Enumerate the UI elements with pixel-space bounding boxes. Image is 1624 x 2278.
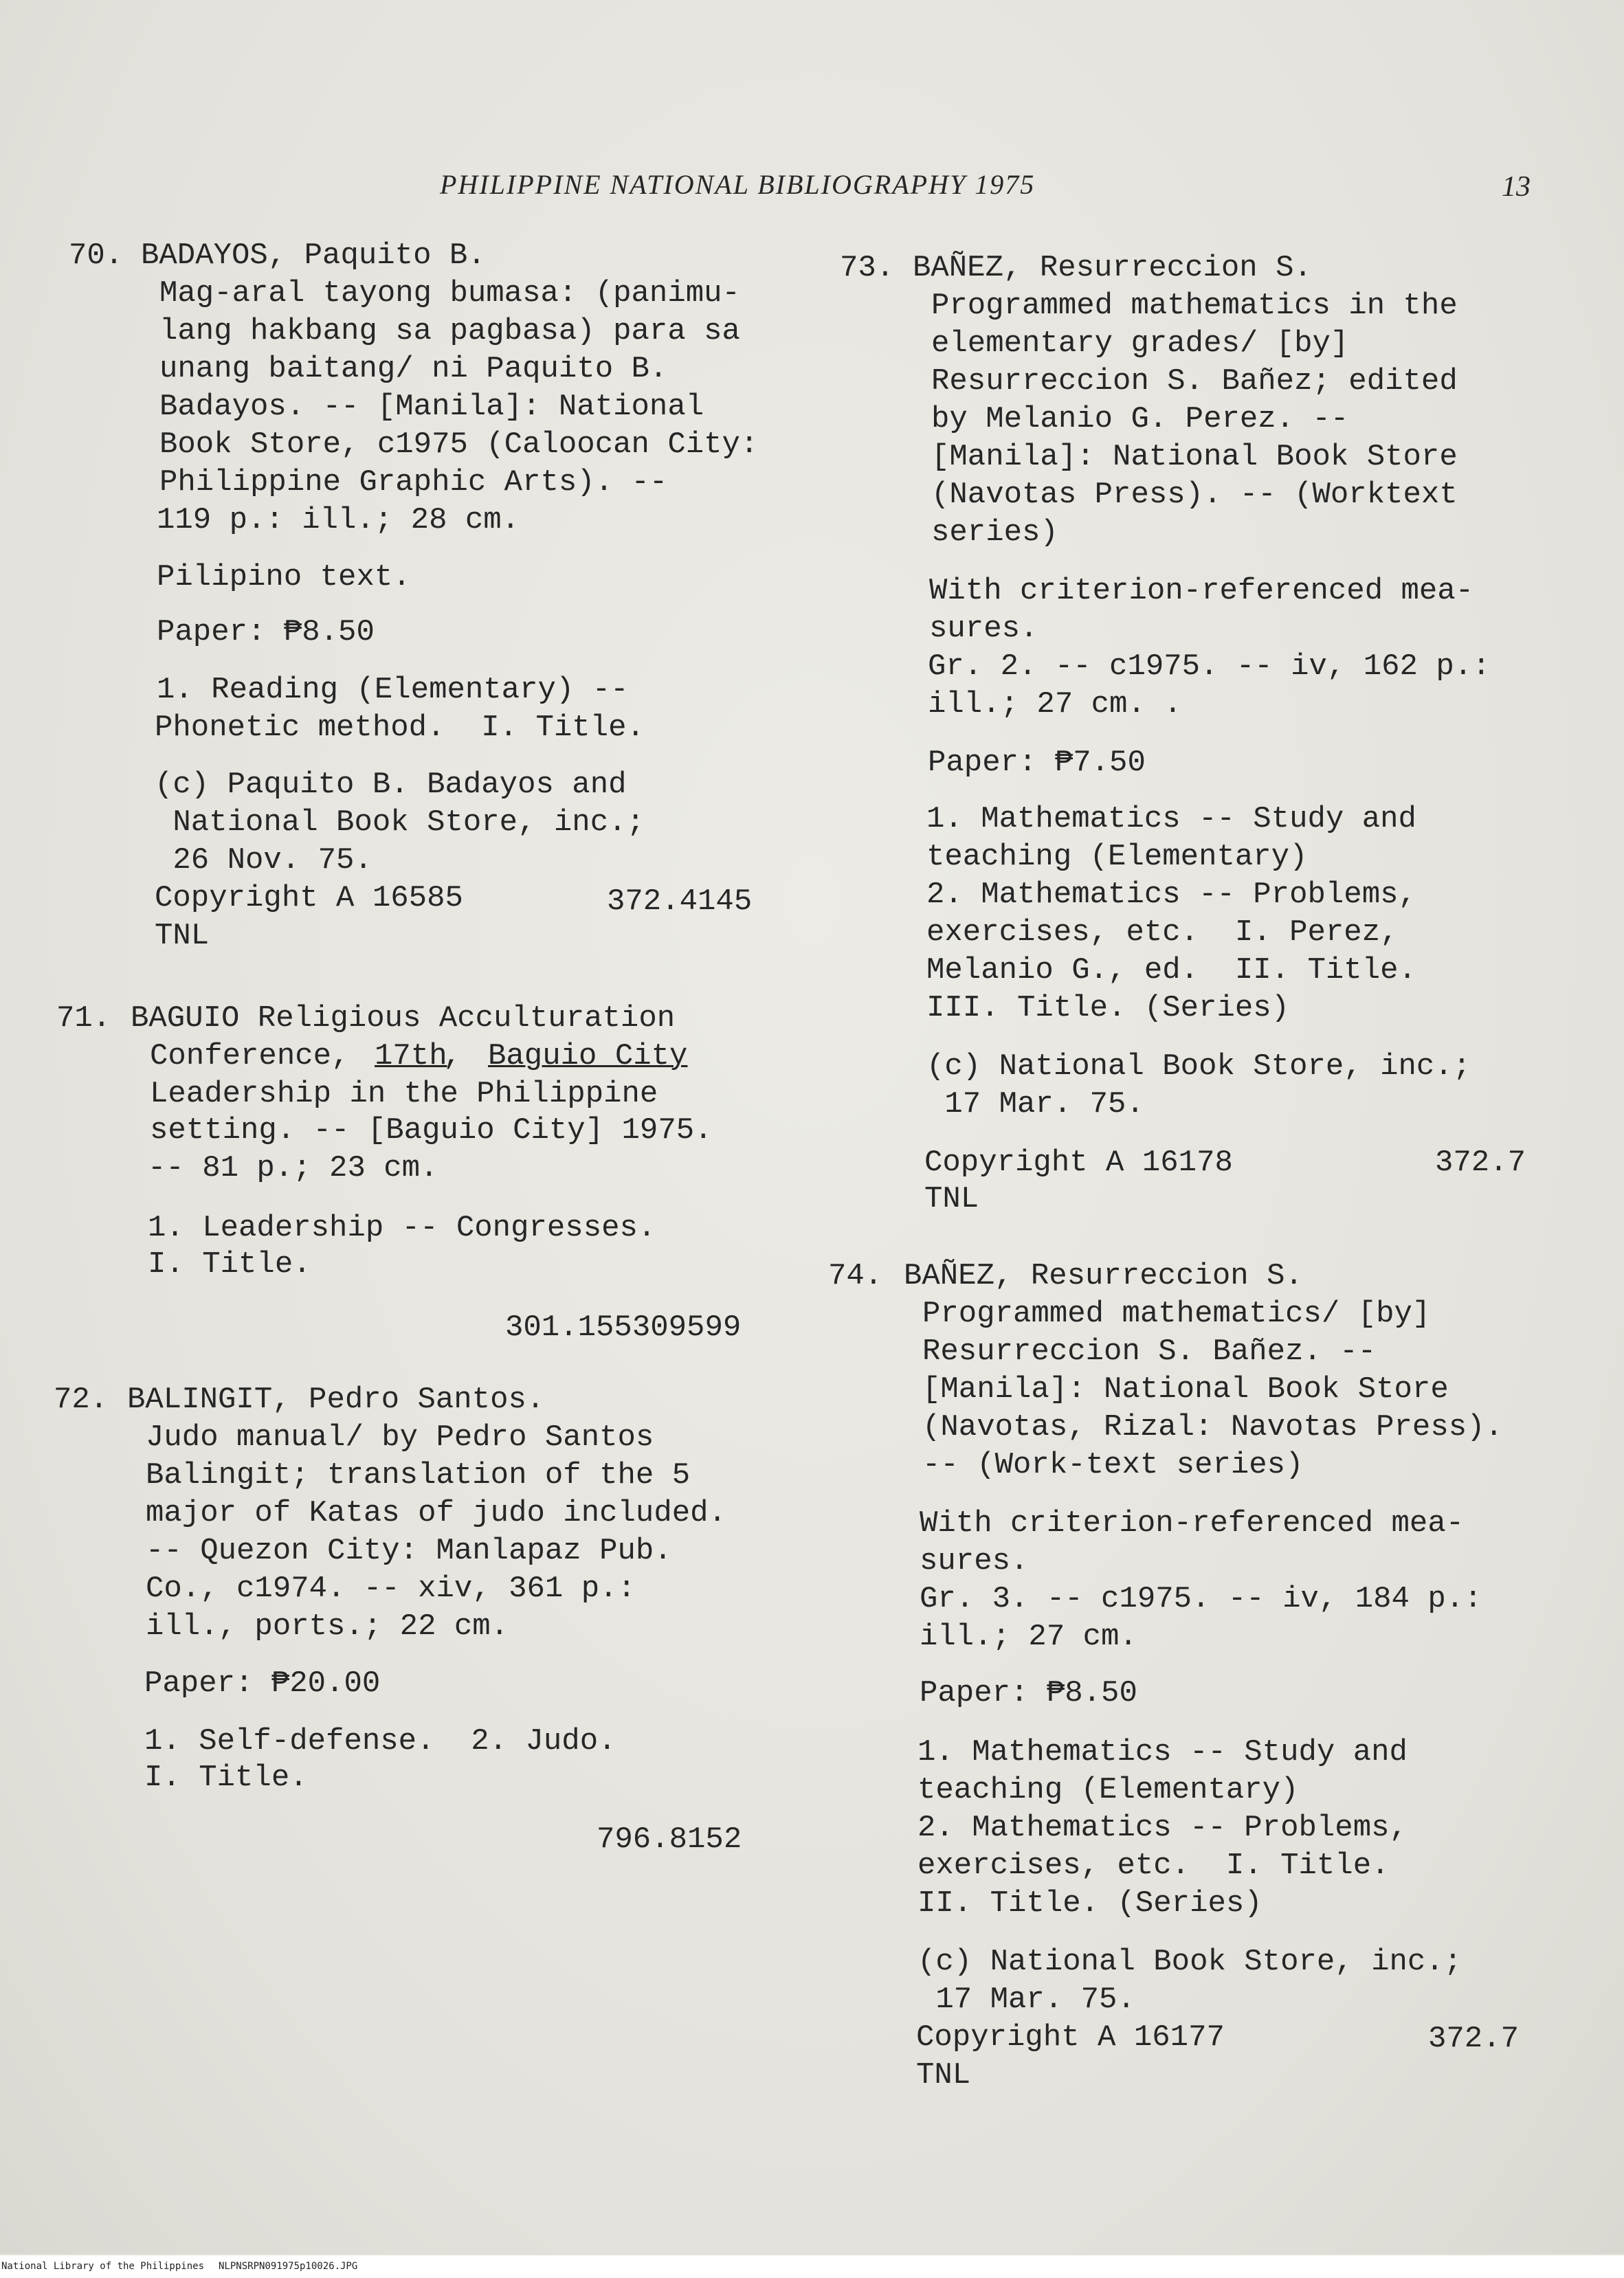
entry-line: elementary grades/ [by] [931, 326, 1349, 361]
entry-price: Paper: ₱8.50 [920, 1676, 1137, 1710]
entry-line: series) [931, 515, 1058, 550]
entry-line: major of Katas of judo included. [146, 1496, 726, 1530]
entry-subject: 2. Mathematics -- Problems, [917, 1811, 1408, 1845]
call-number: 796.8152 [597, 1822, 742, 1857]
page-number: 13 [1502, 171, 1531, 203]
entry-line: Programmed mathematics/ [by] [922, 1297, 1431, 1331]
footer-filename: NLPNSRPN091975p10026.JPG [219, 2261, 358, 2272]
entry-line: [Manila]: National Book Store [931, 440, 1458, 474]
entry-line: ill.; 27 cm. [920, 1620, 1137, 1654]
entry-line: Book Store, c1975 (Caloocan City: [159, 427, 759, 462]
entry-line: -- 81 p.; 23 cm. [148, 1151, 438, 1185]
entry-line: Gr. 3. -- c1975. -- iv, 184 p.: [920, 1582, 1482, 1616]
entry-line: by Melanio G. Perez. -- [931, 402, 1349, 436]
entry-note: Pilipino text. [157, 560, 411, 594]
entry-line: Conference, [150, 1039, 368, 1073]
entry-line: -- (Work-text series) [922, 1448, 1304, 1482]
entry-copyright-number: Copyright A 16178 [924, 1146, 1233, 1180]
entry-line: ill., ports.; 22 cm. [146, 1609, 509, 1644]
entry-line: (Navotas Press). -- (Worktext [931, 478, 1458, 512]
entry-note: sures. [920, 1544, 1029, 1578]
entry-line: [Manila]: National Book Store [922, 1372, 1449, 1407]
entry-heading: BALINGIT, Pedro Santos. [127, 1383, 545, 1417]
call-number: 301.155309599 [505, 1310, 742, 1345]
entry-subject: exercises, etc. I. Title. [917, 1849, 1390, 1883]
entry-line: 119 p.: ill.; 28 cm. [157, 503, 520, 537]
entry-heading: BAÑEZ, Resurreccion S. [904, 1259, 1303, 1293]
entry-copyright: 17 Mar. 75. [917, 1983, 1135, 2017]
entry-number: 71. [56, 1001, 111, 1036]
entry-number: 74. [828, 1259, 883, 1293]
footer-source: National Library of the Philippines [1, 2261, 205, 2272]
entry-subject: Phonetic method. I. Title. [155, 711, 645, 745]
entry-line: Gr. 2. -- c1975. -- iv, 162 p.: [928, 649, 1491, 684]
entry-line-underlined: Baguio City [488, 1039, 688, 1073]
entry-line: Philippine Graphic Arts). -- [159, 465, 668, 500]
entry-line-underlined: 17th [375, 1039, 447, 1073]
entry-number: 72. [54, 1383, 109, 1417]
entry-subject: 2. Mathematics -- Problems, [926, 878, 1416, 912]
entry-line: Leadership in the Philippine [150, 1077, 658, 1111]
entry-subject: II. Title. (Series) [917, 1886, 1263, 1921]
entry-line: Badayos. -- [Manila]: National [159, 390, 704, 424]
entry-line: Balingit; translation of the 5 [146, 1458, 691, 1493]
entry-copyright: (c) National Book Store, inc.; [926, 1049, 1471, 1084]
entry-line: setting. -- [Baguio City] 1975. [150, 1113, 713, 1148]
entry-line: Resurreccion S. Bañez. -- [922, 1335, 1377, 1369]
entry-line: Resurreccion S. Bañez; edited [931, 364, 1458, 399]
entry-copyright: 17 Mar. 75. [926, 1087, 1144, 1121]
entry-note: With criterion-referenced mea- [920, 1506, 1465, 1541]
entry-line: Judo manual/ by Pedro Santos [146, 1420, 654, 1455]
entry-line: ill.; 27 cm. . [928, 687, 1182, 722]
entry-line: lang hakbang sa pagbasa) para sa [159, 314, 740, 348]
entry-library-code: TNL [155, 919, 210, 953]
entry-number: 73. [840, 251, 895, 285]
entry-price: Paper: ₱7.50 [928, 746, 1146, 780]
entry-note: With criterion-referenced mea- [929, 574, 1474, 608]
entry-subject: 1. Mathematics -- Study and [917, 1735, 1408, 1769]
entry-line: Co., c1974. -- xiv, 361 p.: [146, 1572, 636, 1606]
entry-subject: 1. Self-defense. 2. Judo. [144, 1724, 616, 1758]
entry-heading: BADAYOS, Paquito B. [141, 238, 486, 273]
entry-copyright: (c) National Book Store, inc.; [917, 1945, 1462, 1979]
entry-heading: BAGUIO Religious Acculturation [131, 1001, 676, 1036]
entry-subject: 1. Mathematics -- Study and [926, 802, 1416, 836]
entry-copyright-number: Copyright A 16177 [916, 2020, 1225, 2055]
entry-subject: 1. Leadership -- Congresses. [148, 1211, 656, 1245]
entry-line: (Navotas, Rizal: Navotas Press). [922, 1410, 1503, 1444]
entry-subject: I. Title. [148, 1247, 311, 1282]
entry-subject: I. Title. [144, 1761, 308, 1795]
entry-subject: III. Title. (Series) [926, 991, 1290, 1025]
page-header-title: PHILIPPINE NATIONAL BIBLIOGRAPHY 1975 [440, 169, 1036, 200]
entry-subject: teaching (Elementary) [917, 1773, 1299, 1807]
entry-price: Paper: ₱20.00 [144, 1666, 381, 1701]
entry-number: 70. [69, 238, 124, 273]
entry-line: unang baitang/ ni Paquito B. [159, 352, 668, 386]
entry-library-code: TNL [924, 1182, 979, 1216]
call-number: 372.7 [1435, 1146, 1526, 1180]
entry-copyright: (c) Paquito B. Badayos and [155, 768, 627, 802]
entry-copyright: 26 Nov. 75. [155, 843, 372, 878]
entry-copyright: National Book Store, inc.; [155, 805, 645, 840]
entry-subject: 1. Reading (Elementary) -- [157, 673, 629, 707]
entry-heading: BAÑEZ, Resurreccion S. [913, 251, 1312, 285]
entry-subject: exercises, etc. I. Perez, [926, 915, 1399, 950]
entry-subject: teaching (Elementary) [926, 840, 1308, 874]
entry-line: Programmed mathematics in the [931, 289, 1458, 323]
entry-copyright-number: Copyright A 16585 [155, 881, 463, 915]
entry-note: sures. [929, 612, 1038, 646]
scan-footer [0, 2255, 1624, 2278]
entry-library-code: TNL [916, 2058, 971, 2092]
call-number: 372.4145 [607, 884, 753, 919]
entry-price: Paper: ₱8.50 [157, 615, 375, 649]
entry-line: -- Quezon City: Manlapaz Pub. [146, 1534, 672, 1568]
entry-line: Mag-aral tayong bumasa: (panimu- [159, 276, 740, 311]
call-number: 372.7 [1428, 2022, 1520, 2056]
entry-subject: Melanio G., ed. II. Title. [926, 953, 1416, 987]
